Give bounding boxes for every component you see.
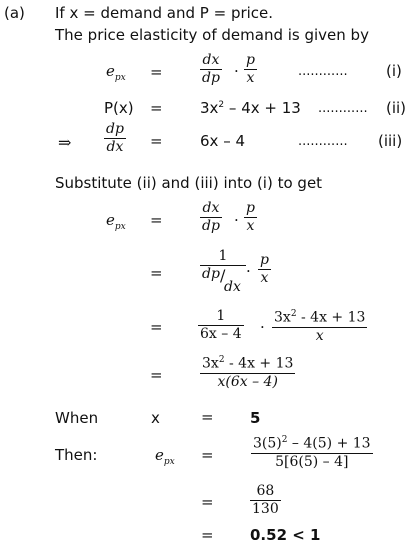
equals-sign: = — [150, 264, 163, 282]
fraction-p-x: p x — [246, 200, 255, 234]
fraction-one-over-6x-4: 1 6x – 4 — [200, 308, 242, 342]
equation-tag: (ii) — [386, 99, 407, 117]
equals-sign: = — [150, 366, 163, 384]
lhs-variable: $e_{px}$ — [155, 446, 175, 467]
when-variable: x — [151, 409, 160, 427]
fraction-dx-dp: dx dp — [202, 52, 220, 86]
equals-sign: = — [150, 99, 163, 117]
equals-sign: = — [150, 318, 163, 336]
intro-line-1: If x = demand and P = price. — [55, 4, 274, 22]
fraction-substituted: $3(5)^2 - 4(5) + 13$ 5[6(5) – 4] — [253, 435, 371, 470]
part-label: (a) — [4, 4, 25, 22]
lhs-function: P(x) — [104, 99, 134, 117]
equals-sign: = — [201, 408, 214, 426]
fraction-p-x: p x — [260, 252, 269, 286]
fraction-p-x: p x — [246, 52, 255, 86]
then-label: Then: — [55, 446, 98, 464]
equals-sign: = — [150, 211, 163, 229]
dot-operator: · — [234, 211, 239, 229]
equals-sign: = — [150, 132, 163, 150]
rhs-expression: 6x – 4 — [200, 132, 245, 150]
when-value: 5 — [250, 409, 261, 427]
substitute-instruction: Substitute (ii) and (iii) into (i) to get — [55, 174, 323, 192]
equation-tag: (i) — [386, 62, 402, 80]
fraction-one-over-dp-dx: 1 dp / dx — [200, 248, 246, 294]
lhs-variable: $e_{px}$ — [106, 62, 126, 83]
leader-dots: ............ — [298, 64, 348, 79]
implies-arrow: ⇒ — [58, 133, 72, 152]
fraction-poly-over-x-6x-4: $3x^2 - 4x + 13$ x(6x – 4) — [202, 355, 294, 390]
fraction-dx-dp: dx dp — [202, 200, 220, 234]
final-result: 0.52 < 1 — [250, 526, 321, 544]
leader-dots: ............ — [298, 134, 348, 149]
equals-sign: = — [150, 63, 163, 81]
lhs-variable: $e_{px}$ — [106, 211, 126, 232]
equals-sign: = — [201, 493, 214, 511]
leader-dots: ............ — [318, 101, 368, 116]
fraction-68-130: 68 130 — [252, 483, 279, 517]
fraction-dp-dx: dp dx — [106, 121, 124, 155]
fraction-poly-over-x: $3x^2 - 4x + 13$ x — [274, 309, 366, 344]
dot-operator: · — [234, 62, 239, 80]
dot-operator: · — [246, 262, 251, 280]
dot-operator: · — [260, 318, 265, 336]
intro-line-2: The price elasticity of demand is given by — [55, 26, 369, 44]
rhs-expression: $3x^2 - 4x + 13$ — [200, 99, 301, 117]
equals-sign: = — [201, 526, 214, 544]
equals-sign: = — [201, 446, 214, 464]
when-label: When — [55, 409, 99, 427]
equation-tag: (iii) — [378, 132, 403, 150]
